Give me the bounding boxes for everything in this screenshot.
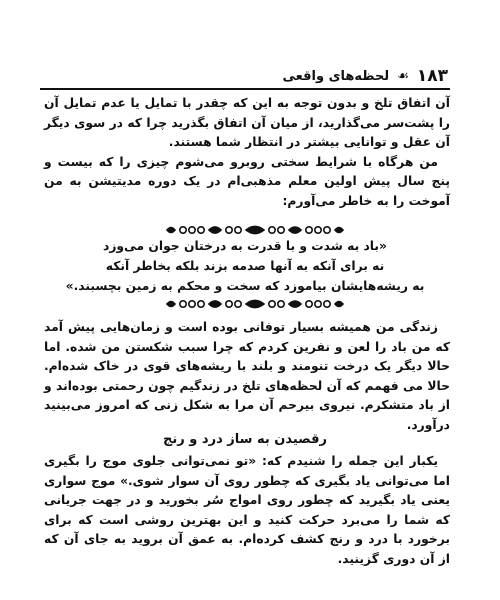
ornament-divider-top [165, 224, 345, 236]
top-text-block [44, 94, 450, 211]
running-header [40, 66, 448, 86]
bottom-text-block [44, 452, 450, 569]
paragraph-4: یکبار این جمله را شنیدم که: «تو نمی‌توانی جلوی موج را بگیری اما می‌توانی یاد بگیری که چطور روی آن سوار شوی.» موج سواری یعنی یاد بگیرید که چطور روی امواج سُر بخورید و در جهت جریانی که شما را می‌برد حرکت کنید و این بهترین روشی است که برای برخورد با درد و رنج کشف کرده‌ام. به عمق آن بروید به جای آن که از آن دوری گزینید. [44, 454, 450, 566]
quoted-poem [40, 236, 450, 296]
poem-line: به ریشه‌هایشان بیاموزد که سخت و محکم به زمین بچسبند.» [65, 279, 425, 293]
paragraph-3: زندگی من همیشه بسیار توفانی بوده است و زمان‌هایی پیش آمد که من باد را لعن و نفرین کردم که چرا سبب شکستن من شده. اما حالا دیگر یک درخت تنومند و بلند با ریشه‌های قوی در خاک شده‌ام. حالا می فهمم که آن لحظه‌های تلخ در زندگیم چون رحمتی بوده‌اند و از باد متشکرم. نیروی بیرحم آن مرا به شکل زنی که امروز می‌بینید درآورد. [44, 320, 450, 432]
poem-line: «باد به شدت و با قدرت به درختان جوان می‌وزد [103, 239, 387, 253]
middle-text-block [44, 318, 450, 435]
page-number: ۱۸۳ [416, 66, 448, 86]
ornament-divider-bottom [165, 298, 345, 310]
paragraph-2: من هرگاه با شرایط سختی روبرو می‌شوم چیزی را که بیست و پنج سال پیش اولین معلم مذهبی‌ام در یک دوره مدیتیشن به من آموخت را به خاطر می‌آورم: [44, 154, 450, 208]
paragraph-1: آن اتفاق تلخ و بدون توجه به این که چقدر با تمایل یا عدم تمایل آن را پشت‌سر می‌گذارید، از میان آن اتفاق بگذرید چرا که در سوی دیگر آن عقل و توانایی بیشتر در انتظار شما هستند. [44, 96, 450, 149]
section-heading: رقصیدن به ساز درد و رنج [163, 432, 327, 447]
poem-line: نه برای آنکه به آنها صدمه بزند بلکه بخاطر آنکه [105, 259, 385, 273]
chapter-title: لحظه‌های واقعی [282, 68, 390, 84]
leaf-ornament-icon: ☙ [397, 68, 409, 84]
header-rule [40, 88, 450, 90]
